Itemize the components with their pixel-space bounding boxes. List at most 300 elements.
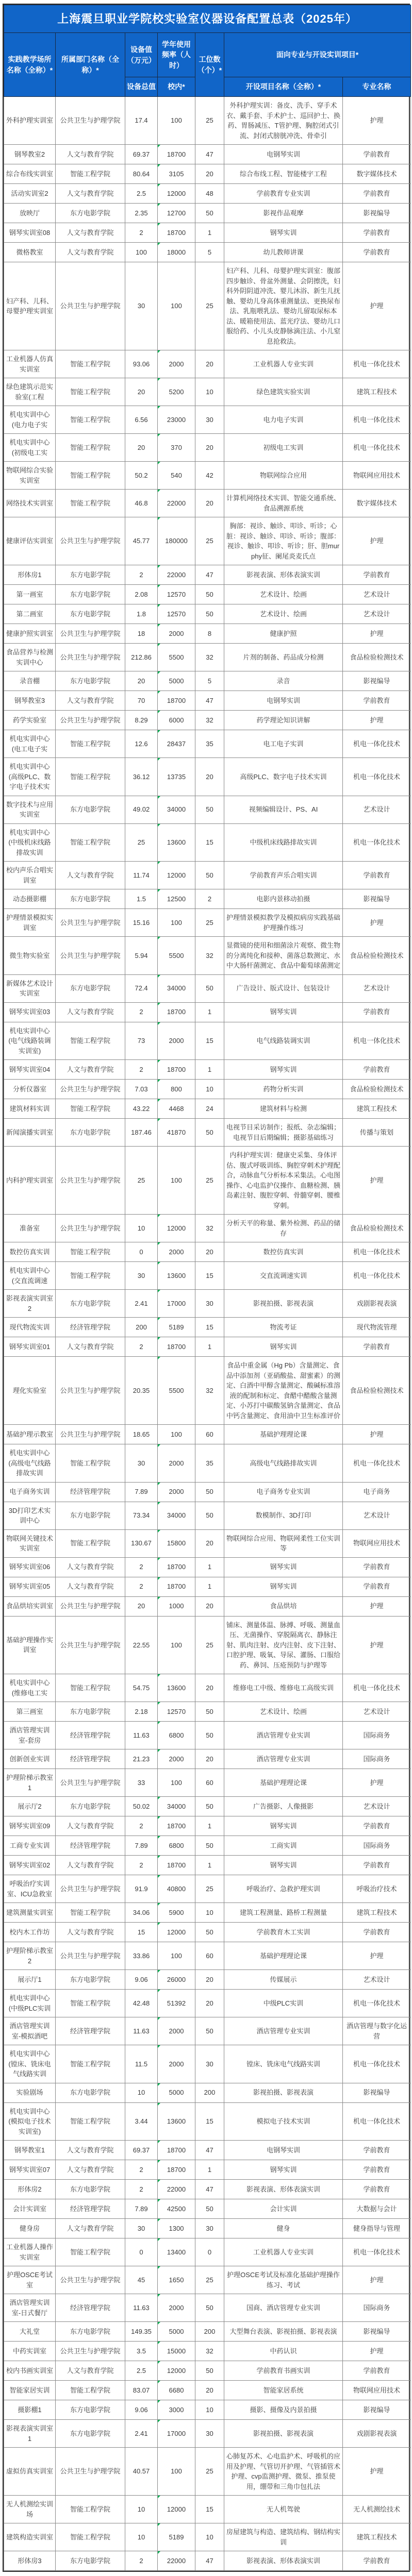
department-cell: 智能工程学院	[56, 2045, 125, 2083]
department-cell: 东方电影学院	[56, 796, 125, 823]
major-cell: 学前教育	[343, 184, 411, 204]
equip-value-cell: 20.35	[125, 1357, 158, 1425]
project-cell: 显微镜的使用和细菌涂片观察、微生物的分离纯化和接种、菌落总数测定、水中大肠杆菌测定、食品中葡萄球菌测定	[224, 937, 343, 975]
equip-value-cell: 83.07	[125, 2381, 158, 2400]
workstations-cell: 20	[195, 350, 224, 378]
place-cell: 第三画室	[4, 1702, 56, 1722]
table-row	[4, 1002, 411, 1022]
place-cell: 健康评估实训室	[4, 517, 56, 565]
workstations-cell: 50	[195, 862, 224, 889]
table-row	[4, 1444, 411, 1483]
place-cell: 钢琴实训室09	[4, 1816, 56, 1836]
equip-value-cell: 20	[125, 378, 158, 406]
workstations-cell: 8	[195, 624, 224, 644]
project-cell: 基础护理理论课	[224, 1769, 343, 1797]
table-row	[4, 2381, 411, 2400]
project-cell: 摄影、摄像及内景拍摄	[224, 2400, 343, 2420]
table-row	[4, 1836, 411, 1856]
workstations-cell: 32	[195, 711, 224, 730]
department-cell: 公共卫生与护理学院	[56, 624, 125, 644]
place-cell: 机电实训中心(电力电子实	[4, 406, 56, 434]
equip-value-cell: 149.35	[125, 2322, 158, 2342]
project-cell: 综合布线工程、智能楼宇工程	[224, 164, 343, 184]
usage-cell: 800	[158, 1080, 195, 1099]
table-row	[4, 565, 411, 585]
equip-value-cell: 2	[125, 1856, 158, 1875]
equip-value-cell: 11.74	[125, 862, 158, 889]
col-header-equip-total: 设备总值	[125, 77, 158, 97]
table-row	[4, 1529, 411, 1557]
table-row	[4, 1577, 411, 1596]
usage-cell: 12000	[158, 2361, 195, 2381]
major-cell: 护理	[343, 1147, 411, 1215]
department-cell: 公共卫生与护理学院	[56, 1596, 125, 1616]
usage-cell: 2000	[158, 624, 195, 644]
table-row	[4, 1099, 411, 1119]
table-row	[4, 1557, 411, 1577]
equip-value-cell: 2.08	[125, 585, 158, 604]
department-cell: 公共卫生与护理学院	[56, 644, 125, 671]
workstations-cell: 47	[195, 565, 224, 585]
place-cell: 电子商务实训	[4, 1482, 56, 1502]
table-row	[4, 517, 411, 565]
equip-value-cell: 3.44	[125, 2102, 158, 2141]
department-cell: 智能工程学院	[56, 2238, 125, 2266]
equip-value-cell: 2	[125, 1557, 158, 1577]
usage-cell: 34000	[158, 1502, 195, 1529]
table-row	[4, 1797, 411, 1816]
major-cell: 学前教育	[343, 1856, 411, 1875]
department-cell: 人文与教育学院	[56, 1060, 125, 1080]
department-cell: 东方电影学院	[56, 1290, 125, 1318]
table-row	[4, 204, 411, 223]
usage-cell: 100	[158, 1425, 195, 1444]
major-cell: 艺术设计	[343, 796, 411, 823]
project-cell: 钢琴实训	[224, 1557, 343, 1577]
place-cell: 建筑构造实训室	[4, 2523, 56, 2551]
workstations-cell: 15	[195, 823, 224, 862]
project-cell: 妇产科、儿科、母婴护理实训室：腹部四步触诊、骨盆外测量、会阴擦洗，妇科外阴阴道冲洗、婴儿沐浴、新生儿抚触、婴幼儿身高体重测量法、更换尿布法、乳瓶喂乳法、婴幼儿留取尿标本法、暖箱使用法、蓝光疗法、婴幼儿口服给药、小儿头皮静脉滴注法、小儿窒息抢救法。	[224, 262, 343, 350]
usage-cell: 370	[158, 434, 195, 462]
usage-cell: 13735	[158, 758, 195, 796]
place-cell: 摄影棚1	[4, 2400, 56, 2420]
major-cell: 无人机测绘技术	[343, 2496, 411, 2523]
department-cell: 东方电影学院	[56, 2400, 125, 2420]
major-cell: 戏剧影视表演	[343, 1290, 411, 1318]
major-cell: 机电一体化技术	[343, 2238, 411, 2266]
workstations-cell: 30	[195, 2420, 224, 2448]
place-cell: 钢琴实训室08	[4, 223, 56, 243]
major-cell: 机电一体化技术	[343, 1262, 411, 1290]
project-cell: 物联网综合应用	[224, 462, 343, 490]
equip-value-cell: 9.06	[125, 2400, 158, 2420]
major-cell: 国际商务	[343, 1836, 411, 1856]
col-header-campus-usage: 校内*	[158, 77, 195, 97]
equip-value-cell: 0	[125, 1242, 158, 1262]
department-cell: 智能工程学院	[56, 1262, 125, 1290]
usage-cell: 41870	[158, 1119, 195, 1147]
major-cell: 健身指导与管理	[343, 2219, 411, 2238]
place-cell: 会计实训室	[4, 2199, 56, 2219]
project-cell: 电工电子实训	[224, 730, 343, 758]
place-cell: 机电实训中心(高级PLC、数字电子技术实	[4, 758, 56, 796]
equip-value-cell: 8.29	[125, 711, 158, 730]
workstations-cell: 5	[195, 671, 224, 691]
major-cell: 食品检验检测技术	[343, 1215, 411, 1242]
table-row	[4, 1722, 411, 1749]
usage-cell: 12000	[158, 1923, 195, 1942]
major-cell: 食品检验检测技术	[343, 1080, 411, 1099]
usage-cell: 22000	[158, 490, 195, 517]
place-cell: 机电实训中心(镗床、铣床电气线路实训	[4, 2045, 56, 2083]
table-row	[4, 2551, 411, 2571]
usage-cell: 13400	[158, 2238, 195, 2266]
project-cell: 工业机器人专业实训	[224, 350, 343, 378]
workstations-cell: 47	[195, 691, 224, 711]
place-cell: 钢琴实训室07	[4, 2160, 56, 2180]
usage-cell: 18700	[158, 1337, 195, 1357]
place-cell: 建筑测量实训室	[4, 1903, 56, 1923]
place-cell: 绿色建筑示范实验室(工程	[4, 378, 56, 406]
department-cell: 公共卫生与护理学院	[56, 1215, 125, 1242]
table-row	[4, 490, 411, 517]
department-cell: 东方电影学院	[56, 604, 125, 624]
table-row	[4, 2238, 411, 2266]
table-row	[4, 1942, 411, 1970]
project-cell: 酒店管理专业实训	[224, 2017, 343, 2045]
usage-cell: 2000	[158, 1022, 195, 1060]
usage-cell: 18700	[158, 1816, 195, 1836]
place-cell: 无人机测绘实训场	[4, 2496, 56, 2523]
project-cell: 电钢琴实训	[224, 691, 343, 711]
workstations-cell: 20	[195, 490, 224, 517]
table-row	[4, 164, 411, 184]
usage-cell: 1000	[158, 1596, 195, 1616]
table-row	[4, 624, 411, 644]
equip-value-cell: 2	[125, 1577, 158, 1596]
equip-value-cell: 21.23	[125, 1749, 158, 1769]
equip-value-cell: 73	[125, 1022, 158, 1060]
workstations-cell: 1	[195, 1856, 224, 1875]
place-cell: 钢琴实训室01	[4, 1337, 56, 1357]
department-cell: 东方电影学院	[56, 2180, 125, 2199]
department-cell: 公共卫生与护理学院	[56, 1769, 125, 1797]
table-row	[4, 2420, 411, 2448]
equip-value-cell: 11.63	[125, 2294, 158, 2322]
place-cell: 钢琴实训室06	[4, 1557, 56, 1577]
usage-cell: 18700	[158, 2141, 195, 2160]
project-cell: 模拟电子技术实训	[224, 2102, 343, 2141]
place-cell: 第二画室	[4, 604, 56, 624]
table-row	[4, 2160, 411, 2180]
department-cell: 智能工程学院	[56, 1242, 125, 1262]
project-cell: 学前教育书画实训	[224, 2361, 343, 2381]
department-cell: 智能工程学院	[56, 1099, 125, 1119]
spreadsheet	[3, 4, 410, 2572]
table-row	[4, 937, 411, 975]
place-cell: 钢琴教室2	[4, 145, 56, 164]
usage-cell: 17000	[158, 1290, 195, 1318]
project-cell: 酒店管理专业实训	[224, 1722, 343, 1749]
project-cell: 电钢琴实训	[224, 2141, 343, 2160]
usage-cell: 1650	[158, 2266, 195, 2294]
table-row	[4, 1749, 411, 1769]
usage-cell: 13600	[158, 823, 195, 862]
workstations-cell: 0	[195, 2238, 224, 2266]
workstations-cell: 47	[195, 145, 224, 164]
department-cell: 人文与教育学院	[56, 862, 125, 889]
project-cell: 呼吸治疗、急救护理实训	[224, 1875, 343, 1903]
table-row	[4, 604, 411, 624]
equip-value-cell: 30	[125, 262, 158, 350]
usage-cell: 4468	[158, 1099, 195, 1119]
major-cell: 数字媒体技术	[343, 164, 411, 184]
project-cell: 艺术设计、绘画	[224, 1702, 343, 1722]
major-cell: 食品检验检测技术	[343, 1357, 411, 1425]
major-cell: 机电一体化技术	[343, 1444, 411, 1483]
usage-cell: 12000	[158, 1215, 195, 1242]
workstations-cell: 20	[195, 1242, 224, 1262]
project-cell: 电气线路装调实训	[224, 1022, 343, 1060]
equip-value-cell: 2.5	[125, 2361, 158, 2381]
place-cell: 动态摄影棚	[4, 889, 56, 909]
place-cell: 钢琴教室1	[4, 2141, 56, 2160]
table-row	[4, 1875, 411, 1903]
table-row	[4, 1970, 411, 1990]
major-cell: 护理	[343, 262, 411, 350]
equip-value-cell: 18.65	[125, 1425, 158, 1444]
project-cell: 心肺复苏术、心电监护术、呼吸机的应用及护理、气管切开护理、气管插管术护理、cvp监测护理、微泵、推泵使用，绷带和三角巾包扎法	[224, 2448, 343, 2496]
workstations-cell: 42	[195, 462, 224, 490]
table-row	[4, 1022, 411, 1060]
major-cell: 学前教育	[343, 2180, 411, 2199]
department-cell: 智能工程学院	[56, 1022, 125, 1060]
equip-value-cell: 2	[125, 565, 158, 585]
workstations-cell: 1	[195, 1816, 224, 1836]
table-row	[4, 823, 411, 862]
table-row	[4, 1318, 411, 1337]
project-cell: 建筑材料与检测	[224, 1099, 343, 1119]
department-cell: 公共卫生与护理学院	[56, 711, 125, 730]
place-cell: 形体房1	[4, 565, 56, 585]
col-header-usage-group: 学年使用频率（人时）	[158, 33, 195, 77]
equip-value-cell: 93.06	[125, 350, 158, 378]
table-row	[4, 2496, 411, 2523]
place-cell: 钢琴实训室04	[4, 1060, 56, 1080]
usage-cell: 5900	[158, 1903, 195, 1923]
workstations-cell: 50	[195, 1836, 224, 1856]
place-cell: 数字技术与应用实训室	[4, 796, 56, 823]
major-cell: 学前教育	[343, 145, 411, 164]
major-cell: 机电一体化技术	[343, 823, 411, 862]
equip-value-cell: 10	[125, 2523, 158, 2551]
workstations-cell: 50	[195, 1702, 224, 1722]
usage-cell: 12000	[158, 184, 195, 204]
usage-cell: 100	[158, 2448, 195, 2496]
department-cell: 东方电影学院	[56, 565, 125, 585]
project-cell: 物联网综合应用、物联网柔性工位实训等	[224, 1529, 343, 1557]
major-cell: 影视编导	[343, 2322, 411, 2342]
department-cell: 人文与教育学院	[56, 223, 125, 243]
department-cell: 人文与教育学院	[56, 1923, 125, 1942]
department-cell: 智能工程学院	[56, 164, 125, 184]
usage-cell: 18700	[158, 2160, 195, 2180]
place-cell: 酒店管理实训室-日式餐厅	[4, 2294, 56, 2322]
usage-cell: 15000	[158, 2342, 195, 2361]
place-cell: 第一画室	[4, 585, 56, 604]
major-cell: 学前教育	[343, 2160, 411, 2180]
table-row	[4, 97, 411, 145]
usage-cell: 12570	[158, 604, 195, 624]
usage-cell: 100	[158, 97, 195, 145]
place-cell: 机电实训中心(初级电工实	[4, 434, 56, 462]
major-cell: 艺术设计	[343, 1502, 411, 1529]
project-cell: 初级电工实训	[224, 434, 343, 462]
major-cell: 护理	[343, 1425, 411, 1444]
equip-value-cell: 30	[125, 1262, 158, 1290]
project-cell: 大型舞台表演、影视拍摄、影视表演	[224, 2322, 343, 2342]
equip-value-cell: 2.18	[125, 1702, 158, 1722]
equip-value-cell: 212.86	[125, 644, 158, 671]
equipment-table	[4, 5, 411, 2571]
department-cell: 智能工程学院	[56, 350, 125, 378]
workstations-cell: 50	[195, 1482, 224, 1502]
project-cell: 数模制作、3D打印	[224, 1502, 343, 1529]
project-cell: 艺术设计、绘画	[224, 585, 343, 604]
usage-cell: 15800	[158, 1529, 195, 1557]
project-cell: 电子商务专业实训	[224, 1482, 343, 1502]
place-cell: 钢琴实训室03	[4, 1002, 56, 1022]
table-row	[4, 2180, 411, 2199]
department-cell: 公共卫生与护理学院	[56, 1425, 125, 1444]
equip-value-cell: 7.89	[125, 2199, 158, 2219]
department-cell: 智能工程学院	[56, 758, 125, 796]
project-cell: 会计实训	[224, 2199, 343, 2219]
workstations-cell: 50	[195, 204, 224, 223]
workstations-cell: 48	[195, 184, 224, 204]
equip-value-cell: 100	[125, 243, 158, 262]
project-cell: 食品烘培	[224, 1596, 343, 1616]
usage-cell: 18000	[158, 243, 195, 262]
project-cell: 基础护理理论课	[224, 1942, 343, 1970]
equip-value-cell: 2	[125, 1337, 158, 1357]
usage-cell: 34000	[158, 974, 195, 1002]
place-cell: 新媒体艺术设计实训室	[4, 974, 56, 1002]
project-cell: 录音	[224, 671, 343, 691]
place-cell: 网络技术实训室	[4, 490, 56, 517]
usage-cell: 5000	[158, 2322, 195, 2342]
workstations-cell: 50	[195, 796, 224, 823]
table-row	[4, 1702, 411, 1722]
workstations-cell: 20	[195, 434, 224, 462]
project-cell: 高级PLC、数字电子技术实训	[224, 758, 343, 796]
place-cell: 钢琴教室3	[4, 691, 56, 711]
usage-cell: 17000	[158, 2420, 195, 2448]
equip-value-cell: 15.16	[125, 909, 158, 937]
project-cell: 影视拍摄、影视表演	[224, 1290, 343, 1318]
table-row	[4, 223, 411, 243]
table-row	[4, 1482, 411, 1502]
place-cell: 食品烘培实训室	[4, 1596, 56, 1616]
usage-cell: 6680	[158, 2381, 195, 2400]
usage-cell: 18700	[158, 145, 195, 164]
major-cell: 数字媒体技术	[343, 490, 411, 517]
major-cell: 影视编导	[343, 2083, 411, 2102]
workstations-cell: 25	[195, 262, 224, 350]
workstations-cell: 60	[195, 1425, 224, 1444]
department-cell: 公共卫生与护理学院	[56, 2266, 125, 2294]
equip-value-cell: 7.89	[125, 1482, 158, 1502]
place-cell: 呼吸治疗实训室、ICU急救室	[4, 1875, 56, 1903]
table-row	[4, 2083, 411, 2102]
usage-cell: 12000	[158, 2496, 195, 2523]
major-cell: 呼吸治疗技术	[343, 1875, 411, 1903]
place-cell: 数控仿真实训	[4, 1242, 56, 1262]
workstations-cell: 50	[195, 1722, 224, 1749]
place-cell: 准备室	[4, 1215, 56, 1242]
table-row	[4, 1856, 411, 1875]
major-cell: 建筑工程技术	[343, 378, 411, 406]
equip-value-cell: 6.56	[125, 406, 158, 434]
project-cell: 国商、酒店管理专业实训	[224, 2294, 343, 2322]
workstations-cell: 15	[195, 1318, 224, 1337]
major-cell: 酒店管理与数字化运营	[343, 2017, 411, 2045]
place-cell: 机电实训中心(交直流调速	[4, 1262, 56, 1290]
equip-value-cell: 25	[125, 1147, 158, 1215]
table-row	[4, 758, 411, 796]
major-cell: 电子商务	[343, 1482, 411, 1502]
major-cell: 食品检验检测技术	[343, 937, 411, 975]
equip-value-cell: 11.63	[125, 2017, 158, 2045]
usage-cell: 12570	[158, 585, 195, 604]
project-cell: 药学理论知识讲解	[224, 711, 343, 730]
workstations-cell: 50	[195, 1797, 224, 1816]
equip-value-cell: 7.89	[125, 1836, 158, 1856]
place-cell: 内科护理实训室	[4, 1147, 56, 1215]
place-cell: 形体房2	[4, 2180, 56, 2199]
major-cell: 学前教育	[343, 691, 411, 711]
place-cell: 护理阶梯示教室1	[4, 1769, 56, 1797]
place-cell: 酒店管理实训室-套房	[4, 1722, 56, 1749]
workstations-cell: 50	[195, 2199, 224, 2219]
workstations-cell: 35	[195, 1444, 224, 1483]
place-cell: 护理情景模拟实训室	[4, 909, 56, 937]
usage-cell: 12000	[158, 862, 195, 889]
workstations-cell: 47	[195, 2141, 224, 2160]
project-cell: 智能家居系统	[224, 2381, 343, 2400]
usage-cell: 2000	[158, 1482, 195, 1502]
department-cell: 人文与教育学院	[56, 2361, 125, 2381]
usage-cell: 18700	[158, 223, 195, 243]
place-cell: 机电实训中心(电气线路装调实训室)	[4, 1022, 56, 1060]
equip-value-cell: 2	[125, 2551, 158, 2571]
department-cell: 智能工程学院	[56, 378, 125, 406]
major-cell: 机电一体化技术	[343, 1022, 411, 1060]
table-row	[4, 2400, 411, 2420]
workstations-cell: 50	[195, 2017, 224, 2045]
workstations-cell: 25	[195, 517, 224, 565]
place-cell: 校内声乐合唱实训室	[4, 862, 56, 889]
project-cell: 影视拍摄、影视表演	[224, 2083, 343, 2102]
equip-value-cell: 2	[125, 1060, 158, 1080]
equip-value-cell: 33.86	[125, 1942, 158, 1970]
project-cell: 学前教育专业实训	[224, 184, 343, 204]
department-cell: 经济管理学院	[56, 1749, 125, 1769]
major-cell: 机电一体化技术	[343, 350, 411, 378]
usage-cell: 18700	[158, 1060, 195, 1080]
project-cell: 高级电气线路排故实训	[224, 1444, 343, 1483]
equip-value-cell: 49.02	[125, 796, 158, 823]
